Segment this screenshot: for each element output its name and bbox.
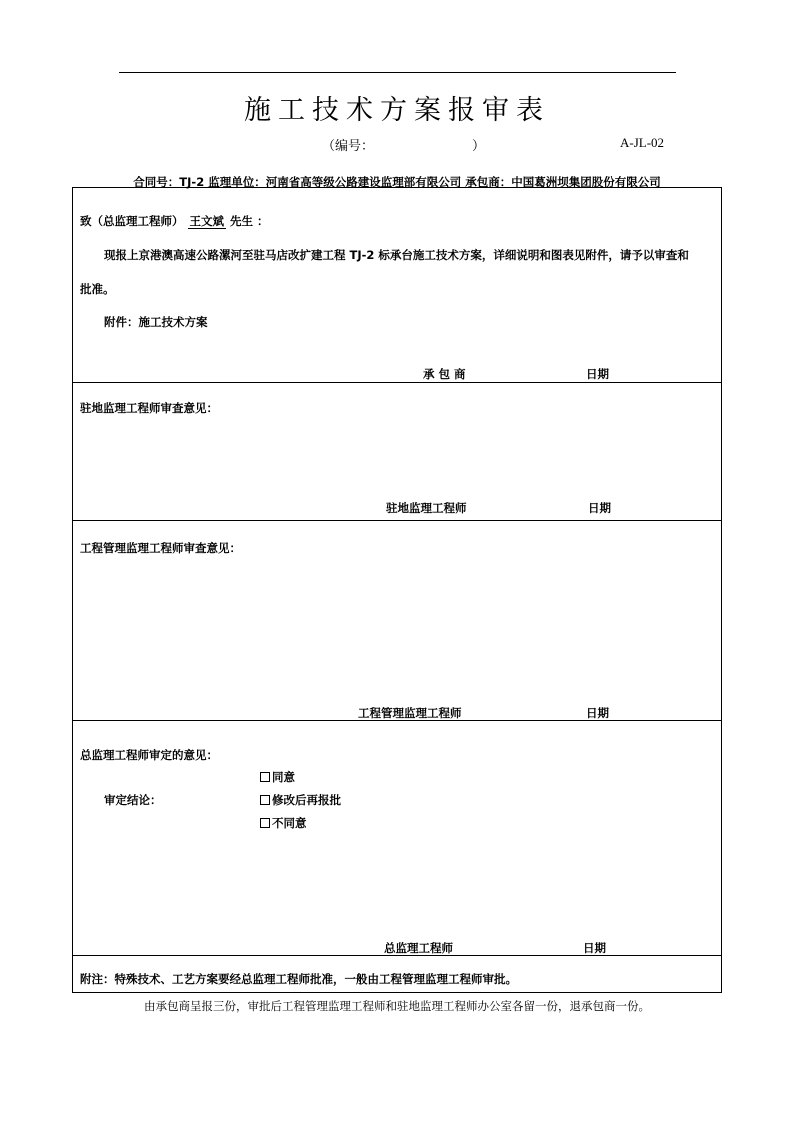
option-disagree[interactable]: 不同意 xyxy=(260,815,307,831)
addressee-prefix: 致（总监理工程师） xyxy=(80,214,184,228)
top-rule xyxy=(119,72,676,73)
addressee-line xyxy=(80,213,269,229)
chief-date-label: 日期 xyxy=(583,941,606,955)
attachment-line: 附件：施工技术方案 xyxy=(104,315,208,329)
section-divider xyxy=(73,720,721,721)
checkbox-icon[interactable] xyxy=(260,795,270,805)
engineer-name: 王文斌 xyxy=(189,214,225,228)
contractor-signer-label: 承 包 商 xyxy=(423,367,466,381)
form-title: 施工技术方案报审表 xyxy=(244,95,550,126)
conclusion-label: 审定结论： xyxy=(104,793,162,807)
section-divider xyxy=(73,955,721,956)
option-agree[interactable]: 同意 xyxy=(260,769,295,785)
management-date-label: 日期 xyxy=(586,706,609,720)
management-signer-label: 工程管理监理工程师 xyxy=(358,706,462,720)
resident-signer-label: 驻地监理工程师 xyxy=(386,501,467,515)
number-close: ） xyxy=(472,139,486,154)
distribution-note: 由承包商呈报三份，审批后工程管理监理工程师和驻地监理工程师办公室各留一份，退承包商一份。 xyxy=(144,999,650,1013)
resident-date-label: 日期 xyxy=(588,501,611,515)
checkbox-icon[interactable] xyxy=(260,772,270,782)
approval-note: 附注：特殊技术、工艺方案要经总监理工程师批准，一般由工程管理监理工程师审批。 xyxy=(80,972,517,986)
section-divider xyxy=(73,382,721,383)
form-code: A-JL-02 xyxy=(620,135,665,150)
addressee-suffix: 先生 ： xyxy=(230,214,269,228)
resident-review-heading: 驻地监理工程师审查意见： xyxy=(80,401,218,415)
management-review-heading: 工程管理监理工程师审查意见： xyxy=(80,541,241,555)
checkbox-icon[interactable] xyxy=(260,818,270,828)
submission-body-line2: 批准。 xyxy=(80,282,115,296)
chief-review-heading: 总监理工程师审定的意见： xyxy=(80,748,218,762)
review-form-table xyxy=(72,187,722,993)
option-revise-resubmit[interactable]: 修改后再报批 xyxy=(260,792,341,808)
contractor-date-label: 日期 xyxy=(586,367,609,381)
contract-info: 合同号：TJ-2 监理单位：河南省高等级公路建设监理部有限公司 承包商：中国葛洲坝集团股份有限公司 xyxy=(133,175,661,189)
chief-signer-label: 总监理工程师 xyxy=(384,941,453,955)
section-divider xyxy=(73,520,721,521)
number-label: （编号： xyxy=(322,139,375,154)
submission-body-line1: 现报上京港澳高速公路漯河至驻马店改扩建工程 TJ-2 标承台施工技术方案，详细说明和图表见附件，请予以审查和 xyxy=(104,248,689,262)
